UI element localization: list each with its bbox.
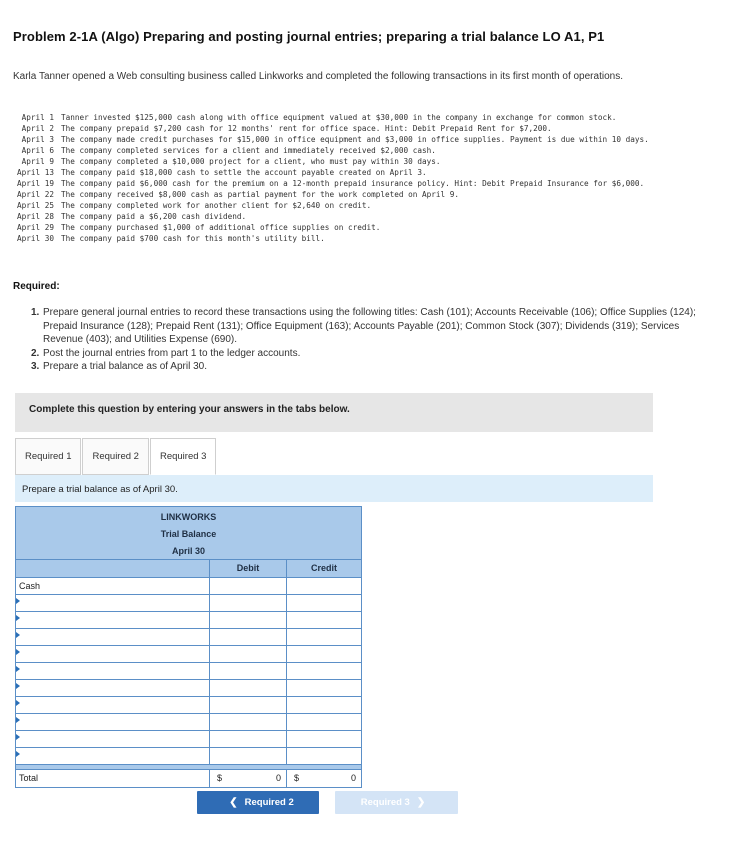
statement-date: April 30 <box>171 546 205 556</box>
transaction-row <box>13 211 707 222</box>
previous-tab-label: Required 2 <box>244 797 294 808</box>
required-item-number: 2. <box>31 347 40 359</box>
total-label: Total <box>16 770 210 787</box>
dropdown-arrow-icon <box>16 751 20 757</box>
table-row <box>16 662 361 679</box>
transaction-text: The company purchased $1,000 of additional office supplies on credit. <box>61 223 381 232</box>
total-credit <box>287 770 361 787</box>
dropdown-arrow-icon <box>16 666 20 672</box>
account-select[interactable] <box>16 595 210 611</box>
table-row <box>16 679 361 696</box>
instructions-banner <box>15 393 653 432</box>
problem-intro: Karla Tanner opened a Web consulting business called Linkworks and completed the following transactions in its first month of operations. <box>13 71 623 82</box>
transaction-text: The company paid $6,000 cash for the premium on a 12-month prepaid insurance policy. Hint: Debit Prepaid Insurance for $6,000. <box>61 179 645 188</box>
credit-input[interactable] <box>287 663 361 679</box>
table-row <box>16 747 361 764</box>
debit-input[interactable] <box>210 748 287 764</box>
transaction-row <box>13 233 707 244</box>
dropdown-arrow-icon <box>16 632 20 638</box>
dropdown-arrow-icon <box>16 649 20 655</box>
tab-required-3[interactable]: Required 3 <box>150 438 216 475</box>
total-debit <box>210 770 287 787</box>
required-heading: Required: <box>13 281 60 292</box>
credit-currency-symbol: $ <box>294 773 300 783</box>
transaction-date: April 25 <box>16 201 54 210</box>
debit-input[interactable] <box>210 731 287 747</box>
column-header-row <box>16 559 361 577</box>
table-row <box>16 730 361 747</box>
total-credit-value: 0 <box>350 773 356 783</box>
table-row <box>16 713 361 730</box>
credit-column-header: Credit <box>310 563 337 573</box>
required-item-number: 1. <box>31 307 40 318</box>
credit-input[interactable] <box>287 731 361 747</box>
required-item-text: Prepare general journal entries to record these transactions using the following titles: Cash (101); Accounts Receivable (106); Office Supplies (124); Prepaid Insurance (128); Prepaid Rent (131); Office Equipment (163); Accounts Payable (201); Common Stock (307); Dividends (319); Services Revenue (403); and Utilities Expense (690). <box>43 307 696 345</box>
account-select[interactable] <box>16 646 210 662</box>
debit-currency-symbol: $ <box>217 773 223 783</box>
table-row <box>16 645 361 662</box>
account-select[interactable] <box>16 629 210 645</box>
debit-input[interactable] <box>210 612 287 628</box>
tab-required-2[interactable]: Required 2 <box>82 438 148 475</box>
transaction-date: April 2 <box>21 124 54 133</box>
transaction-row <box>13 123 707 134</box>
credit-input[interactable] <box>287 629 361 645</box>
transaction-date: April 6 <box>21 146 54 155</box>
credit-input[interactable] <box>287 612 361 628</box>
account-select[interactable] <box>16 612 210 628</box>
transaction-text: The company paid a $6,200 cash dividend. <box>61 212 247 221</box>
debit-input[interactable] <box>210 578 287 594</box>
transaction-text: The company completed a $10,000 project for a client, who must pay within 30 days. <box>61 157 441 166</box>
credit-input[interactable] <box>287 748 361 764</box>
dropdown-arrow-icon <box>16 598 20 604</box>
transaction-row <box>13 134 707 145</box>
required-list <box>31 306 721 374</box>
transaction-text: The company prepaid $7,200 cash for 12 months' rent for office space. Hint: Debit Prepaid Rent for $7,200. <box>61 124 552 133</box>
dropdown-arrow-icon <box>16 717 20 723</box>
credit-input[interactable] <box>287 697 361 713</box>
transaction-row <box>13 112 707 123</box>
transaction-date: April 28 <box>16 212 54 221</box>
debit-input[interactable] <box>210 714 287 730</box>
transaction-text: The company completed services for a client and immediately received $2,000 cash. <box>61 146 436 155</box>
transaction-date: April 30 <box>16 234 54 243</box>
next-tab-label: Required 3 <box>360 797 410 808</box>
account-select[interactable] <box>16 697 210 713</box>
transaction-date: April 19 <box>16 179 54 188</box>
credit-input[interactable] <box>287 578 361 594</box>
transaction-date: April 29 <box>16 223 54 232</box>
chevron-left-icon: ❮ <box>229 797 238 808</box>
transaction-row <box>13 189 707 200</box>
required-item <box>31 347 721 361</box>
transaction-date: April 1 <box>21 113 54 122</box>
account-select[interactable] <box>16 680 210 696</box>
chevron-right-icon: ❯ <box>416 797 426 808</box>
account-select[interactable] <box>16 748 210 764</box>
instruction-text: Prepare a trial balance as of April 30. <box>22 484 178 495</box>
debit-input[interactable] <box>210 595 287 611</box>
table-row <box>16 594 361 611</box>
transaction-row <box>13 222 707 233</box>
transaction-text: The company received $8,000 cash as partial payment for the work completed on April 9. <box>61 190 460 199</box>
dropdown-arrow-icon <box>16 700 20 706</box>
transaction-text: The company made credit purchases for $15,000 in office equipment and $3,000 in office supplies. Payment is due within 10 days. <box>61 135 649 144</box>
total-row <box>16 769 361 787</box>
debit-input[interactable] <box>210 697 287 713</box>
table-row <box>16 628 361 645</box>
previous-tab-button[interactable] <box>197 791 319 814</box>
transaction-text: The company paid $700 cash for this month's utility bill. <box>61 234 325 243</box>
account-select[interactable] <box>16 663 210 679</box>
transaction-row <box>13 167 707 178</box>
account-select[interactable] <box>16 714 210 730</box>
account-select[interactable] <box>16 731 210 747</box>
required-tabs <box>15 438 217 475</box>
table-row <box>16 611 361 628</box>
transaction-text: The company completed work for another client for $2,640 on credit. <box>61 201 372 210</box>
transaction-text: Tanner invested $125,000 cash along with office equipment valued at $30,000 in the company in exchange for common stock. <box>61 113 617 122</box>
credit-input[interactable] <box>287 680 361 696</box>
transaction-row <box>13 145 707 156</box>
trial-balance-table <box>15 506 362 788</box>
transaction-text: The company paid $18,000 cash to settle the account payable created on April 3. <box>61 168 427 177</box>
statement-title: Trial Balance <box>160 529 217 539</box>
credit-input[interactable] <box>287 646 361 662</box>
debit-input[interactable] <box>210 646 287 662</box>
transaction-date: April 3 <box>21 135 54 144</box>
banner-text: Complete this question by entering your answers in the tabs below. <box>29 404 350 415</box>
company-name: LINKWORKS <box>160 512 217 522</box>
transactions-list <box>13 112 707 244</box>
transaction-row <box>13 178 707 189</box>
trial-balance-header <box>16 507 361 559</box>
debit-input[interactable] <box>210 629 287 645</box>
table-row <box>16 577 361 594</box>
debit-input[interactable] <box>210 680 287 696</box>
transaction-row <box>13 200 707 211</box>
transaction-date: April 22 <box>16 190 54 199</box>
required-item <box>31 360 721 374</box>
problem-title: Problem 2-1A (Algo) Preparing and posting journal entries; preparing a trial balance LO A1, P1 <box>13 29 605 44</box>
tab-instruction <box>15 475 653 502</box>
dropdown-arrow-icon <box>16 683 20 689</box>
transaction-date: April 9 <box>21 157 54 166</box>
required-item-text: Post the journal entries from part 1 to the ledger accounts. <box>43 347 301 359</box>
total-debit-value: 0 <box>275 773 281 783</box>
required-item <box>31 306 721 347</box>
credit-input[interactable] <box>287 714 361 730</box>
next-tab-button[interactable] <box>335 791 458 814</box>
required-item-text: Prepare a trial balance as of April 30. <box>43 361 207 372</box>
transaction-date: April 13 <box>16 168 54 177</box>
dropdown-arrow-icon <box>16 734 20 740</box>
account-select[interactable]: Cash <box>16 578 210 594</box>
transaction-row <box>13 156 707 167</box>
table-row <box>16 696 361 713</box>
debit-column-header: Debit <box>210 560 287 577</box>
required-item-number: 3. <box>31 361 40 372</box>
dropdown-arrow-icon <box>16 615 20 621</box>
tab-required-1[interactable]: Required 1 <box>15 438 81 475</box>
debit-input[interactable] <box>210 663 287 679</box>
credit-input[interactable] <box>287 595 361 611</box>
